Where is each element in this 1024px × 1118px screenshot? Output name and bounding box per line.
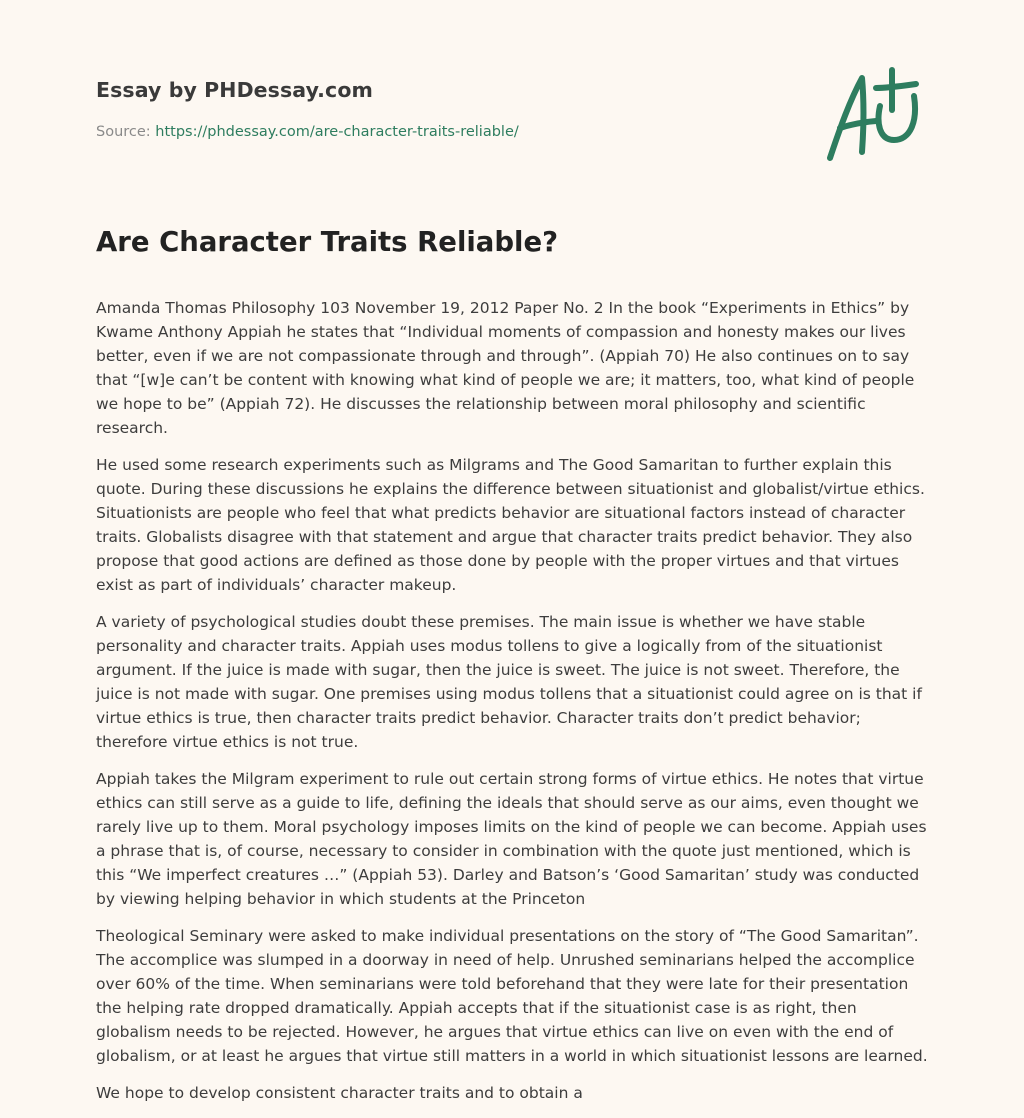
essay-title: Are Character Traits Reliable? — [96, 226, 559, 258]
essay-paragraph: Appiah takes the Milgram experiment to rule out certain strong forms of virtue ethics. He notes that virtue ethics can still serve as a guide to life, defining the ideals that should serve as our aims, even thought we rarely live up to them. Moral psychology imposes limits on the kind of people we can become. Appiah uses a phrase that is, of course, necessary to consider in combination with the quote just mentioned, which is this “We imperfect creatures …” (Appiah 53). Darley and Batson’s ‘Good Samaritan’ study was conducted by viewing helping behavior in which students at the Princeton — [96, 770, 927, 908]
site-header — [96, 78, 373, 102]
essay-paragraph: A variety of psychological studies doubt these premises. The main issue is whether we have stable personality and character traits. Appiah uses modus tollens to give a logically from of the situationist argument. If the juice is made with sugar, then the juice is sweet. The juice is not sweet. Therefore, the juice is not made with sugar. One premises using modus tollens that a situationist could agree on is that if virtue ethics is true, then character traits predict behavior. Character traits don’t predict behavior; therefore virtue ethics is not true. — [96, 613, 922, 751]
source-label: Source: — [96, 124, 151, 140]
source-link[interactable]: https://phdessay.com/are-character-traits-reliable/ — [155, 124, 519, 140]
essay-paragraph: Amanda Thomas Philosophy 103 November 19, 2012 Paper No. 2 In the book “Experiments in Ethics” by Kwame Anthony Appiah he states that “Individual moments of compassion and honesty makes our lives better, even if we are not compassionate through and through”. (Appiah 70) He also continues on to say that “[w]e can’t be content with knowing what kind of people we are; it matters, too, what kind of people we hope to be” (Appiah 72). He discusses the relationship between moral philosophy and scientific research. — [96, 299, 915, 437]
a-plus-grade-icon — [818, 66, 928, 166]
essay-body — [96, 296, 932, 1118]
site-brand: Essay by PHDessay.com — [96, 78, 373, 102]
essay-paragraph: Theological Seminary were asked to make individual presentations on the story of “The Good Samaritan”. The accomplice was slumped in a doorway in need of help. Unrushed seminarians helped the accomplice over 60% of the time. When seminarians were told beforehand that they were late for their presentation the helping rate dropped dramatically. Appiah accepts that if the situationist case is as right, then globalism needs to be rejected. However, he argues that virtue ethics can live on even with the end of globalism, or at least he argues that virtue still matters in a world in which situationist lessons are learned. — [96, 927, 928, 1065]
essay-paragraph: We hope to develop consistent character traits and to obtain a — [96, 1084, 583, 1102]
essay-paragraph: He used some research experiments such as Milgrams and The Good Samaritan to further explain this quote. During these discussions he explains the difference between situationist and globalist/virtue ethics. Situationists are people who feel that what predicts behavior are situational factors instead of character traits. Globalists disagree with that statement and argue that character traits predict behavior. They also propose that good actions are defined as those done by people with the proper virtues and that virtues exist as part of individuals’ character makeup. — [96, 456, 925, 594]
source-line — [96, 124, 519, 140]
